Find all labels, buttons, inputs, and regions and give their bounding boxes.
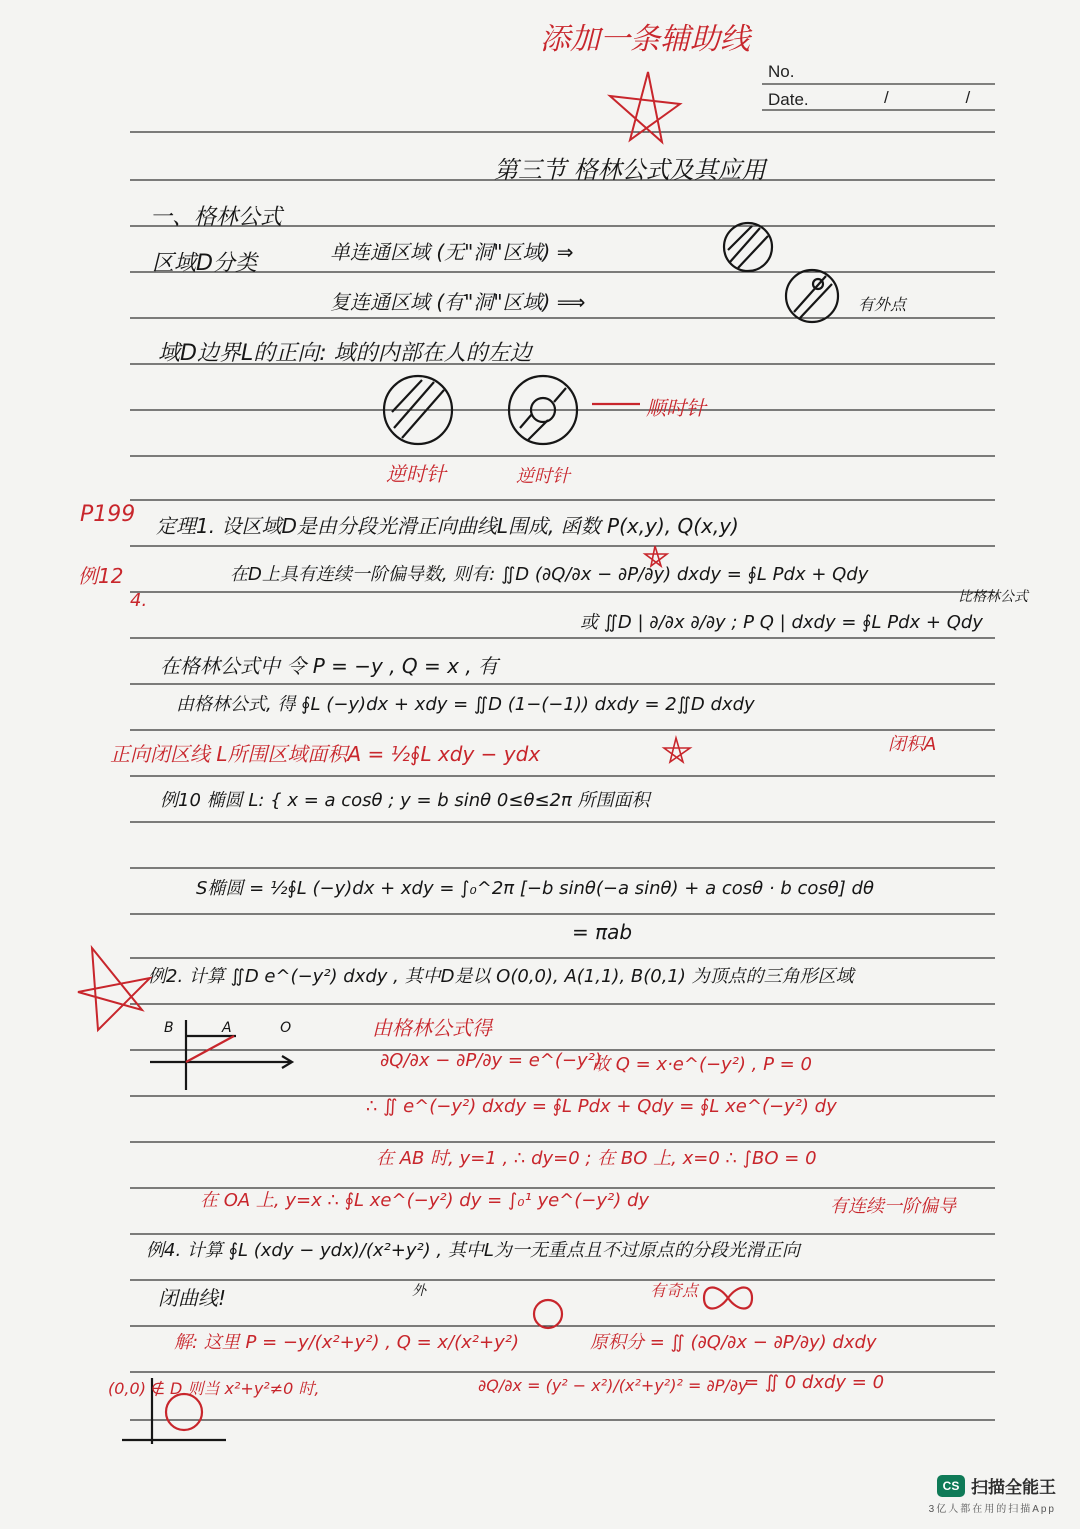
ex2-step-5: 在 AB 时, y=1 , ∴ dy=0 ; 在 BO 上, x=0 ∴ ∫BO = 0 (376, 1148, 817, 1169)
ellipse-example: 例10 椭圆 L: { x = a cosθ ; y = b sinθ 0≤θ≤2π 所围面积 (160, 790, 650, 811)
ex4-solution-1: 解: 这里 P = −y/(x²+y²) , Q = x/(x²+y²) (174, 1332, 519, 1353)
ex4-solution-2: 原积分 = ∬ (∂Q/∂x − ∂P/∂y) dxdy (590, 1332, 877, 1353)
green-label: 比格林公式 (958, 589, 1028, 605)
area-label: 闭积A (888, 734, 937, 755)
page-ref: P199 (80, 502, 136, 527)
domain-class-label: 区域D分类 (152, 251, 257, 276)
side-note: 外 (412, 1283, 426, 1299)
hole-label: 有外点 (858, 295, 907, 314)
ex4-solution-3: (0,0) ∉ D 则当 x²+y²≠0 时, (108, 1379, 320, 1398)
camscanner-logo-icon: CS (937, 1475, 965, 1497)
top-note: 添加一条辅助线 (540, 22, 750, 57)
subsection-title: 一、格林公式 (150, 205, 283, 230)
apply-line-1: 在格林公式中 令 P = −y , Q = x , 有 (160, 654, 499, 678)
example-ref-2: 4. (130, 590, 148, 611)
area-formula: 正向闭区线 L所围区域面积A = ½∮L xdy − ydx (110, 742, 541, 766)
ex4-note-2: 有奇点 (650, 1281, 699, 1300)
no-label: No. (768, 62, 795, 81)
ccw-label-left: 逆时针 (386, 462, 446, 486)
watermark-tagline: 3亿人都在用的扫描App (928, 1504, 1056, 1515)
theorem-line-3: 或 ∬D | ∂/∂x ∂/∂y ; P Q | dxdy = ∮L Pdx + Qdy (580, 612, 983, 633)
ex4-note-1: 有连续一阶偏导 (830, 1196, 956, 1217)
ex2-step-6: 在 OA 上, y=x ∴ ∮L xe^(−y²) dy = ∫₀¹ ye^(−y²) dy (200, 1190, 650, 1211)
theorem-line-2: 在D上具有连续一阶偏导数, 则有: ∬D (∂Q/∂x − ∂P/∂y) dxdy = ∮L Pdx + Qdy (230, 564, 869, 585)
ex4-solution-4: ∂Q/∂x = (y² − x²)/(x²+y²)² = ∂P/∂y (478, 1376, 748, 1395)
ellipse-calculation: S椭圆 = ½∮L (−y)dx + xdy = ∫₀^2π [−b sinθ(−a sinθ) + a cosθ · b cosθ] dθ (196, 878, 874, 899)
example-2: 例2. 计算 ∬D e^(−y²) dxdy , 其中D是以 O(0,0), A(1,1), B(0,1) 为顶点的三角形区域 (148, 966, 854, 987)
multiply-connected-circle (786, 270, 838, 322)
ccw-label-right: 逆时针 (516, 466, 570, 487)
ex2-step-4: ∴ ∬ e^(−y²) dxdy = ∮L Pdx + Qdy = ∮L xe^(−y²) dy (366, 1096, 837, 1117)
example-4: 例4. 计算 ∮L (xdy − ydx)/(x²+y²) , 其中L为一无重点且不过原点的分段光滑正向 (146, 1240, 800, 1261)
watermark-name: 扫描全能王 (971, 1478, 1056, 1497)
ex2-step-3: 故 Q = x·e^(−y²) , P = 0 (592, 1054, 812, 1075)
ellipse-result: = πab (572, 920, 633, 944)
date-label: Date. (768, 90, 809, 109)
star-mark-left (78, 948, 150, 1030)
axes-labels: B A O (164, 1020, 314, 1036)
multiply-connected: 复连通区域 (有"洞"区域) ⟹ (330, 290, 586, 314)
example-4-cont: 闭曲线! (158, 1286, 227, 1310)
example-ref: 例12 (78, 564, 124, 588)
cw-label: 顺时针 (646, 396, 706, 420)
ex2-step-1: 由格林公式得 (372, 1016, 492, 1040)
apply-line-2: 由格林公式, 得 ∮L (−y)dx + xdy = ∬D (1−(−1)) dxdy = 2∬D dxdy (176, 694, 755, 715)
section-title: 第三节 格林公式及其应用 (494, 156, 766, 184)
date-slashes: / / (884, 88, 1007, 107)
simply-connected: 单连通区域 (无"洞"区域) ⇒ (330, 240, 574, 264)
ex2-step-2: ∂Q/∂x − ∂P/∂y = e^(−y²) (380, 1050, 602, 1071)
ex4-solution-5: = ∬ 0 dxdy = 0 (744, 1372, 885, 1393)
theorem-line-1: 定理1. 设区域D是由分段光滑正向曲线L围成, 函数 P(x,y), Q(x,y) (156, 514, 739, 538)
scanner-watermark (929, 1473, 1056, 1515)
boundary-orientation: 域D边界L的正向: 域的内部在人的左边 (158, 341, 532, 366)
